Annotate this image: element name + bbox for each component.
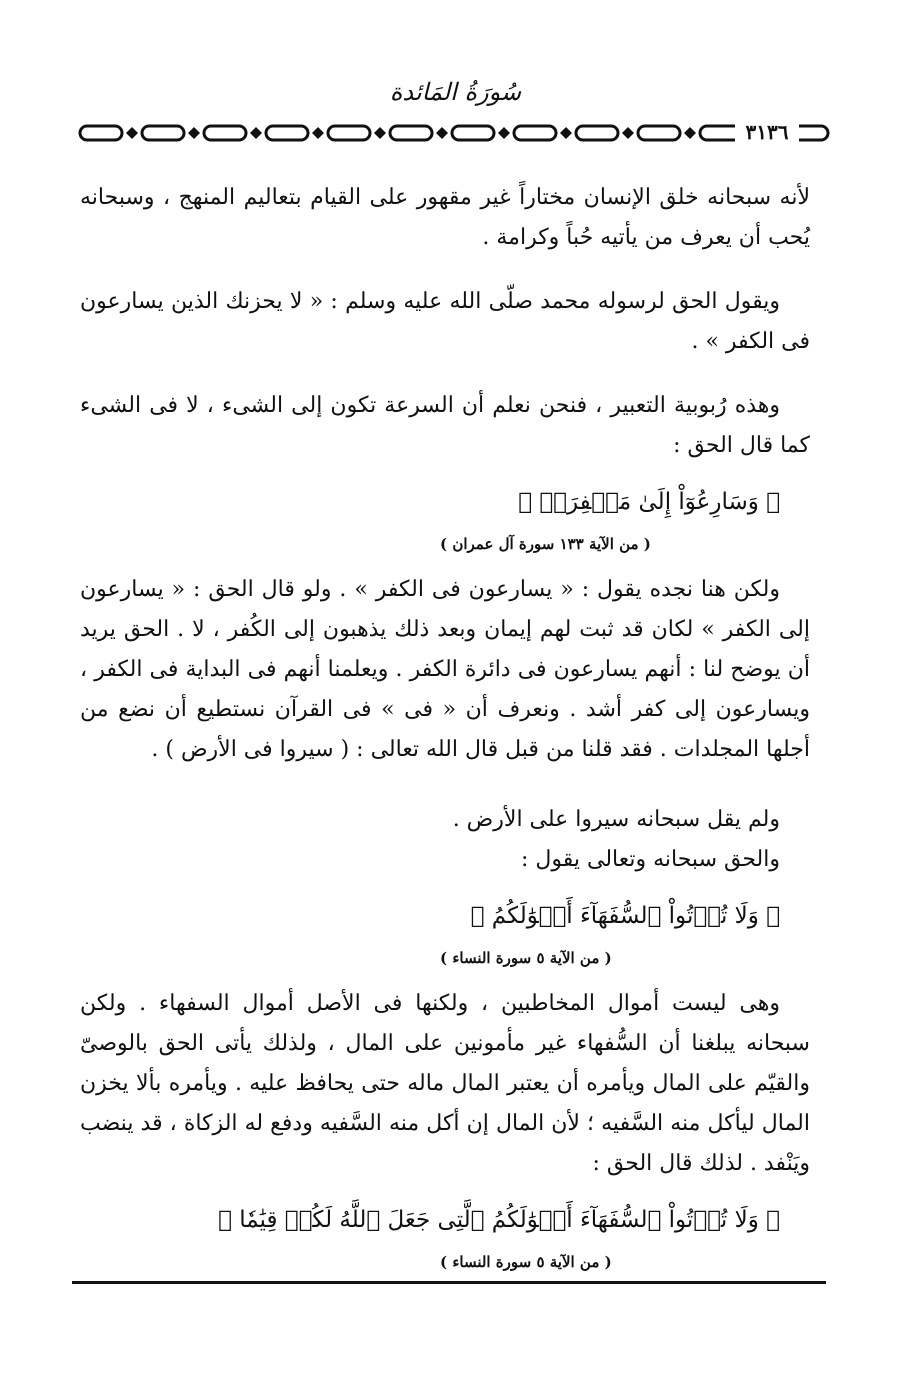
paragraph: وهذه رُبوبية التعبير ، فنحن نعلم أن السرعة تكون إلى الشىء ، لا فى الشىء كما قال الحق : <box>80 393 810 458</box>
verse-reference: ( من الآية ٥ سورة النساء ) <box>440 1253 612 1271</box>
quran-verse: ﴿ وَلَا تُؤۡتُواْ ٱلسُّفَهَآءَ أَمۡوَٰلَكُمُ ٱلَّتِى جَعَلَ ٱللَّهُ لَكُمۡ قِيَٰمٗا ﴾ <box>218 1207 780 1233</box>
paragraph: لأنه سبحانه خلق الإنسان مختاراً غير مقهور على القيام بتعاليم المنهج ، وسبحانه يُحب أن يعرف من يأتيه حُباً وكرامة . <box>80 185 810 250</box>
page-number: ٣١٣٦ <box>735 120 799 144</box>
paragraph: والحق سبحانه وتعالى يقول : <box>521 847 780 872</box>
paragraph: ولم يقل سبحانه سيروا على الأرض . <box>452 807 780 832</box>
footer-divider <box>72 1281 826 1284</box>
decorative-chain-border <box>78 118 830 148</box>
verse-reference: ( من الآية ٥ سورة النساء ) <box>440 949 612 967</box>
quran-verse: ﴿ وَلَا تُؤۡتُواْ ٱلسُّفَهَآءَ أَمۡوَٰلَكُمُ ﴾ <box>470 903 780 929</box>
verse-reference: ( من الآية ١٣٣ سورة آل عمران ) <box>440 535 651 553</box>
paragraph: وهى ليست أموال المخاطبين ، ولكنها فى الأصل أموال السفهاء . ولكن سبحانه يبلغنا أن السُّفهاء غير مأمونين على المال ، ولذلك يأتى الحق بالوصىّ والقيّم على المال ويأمره أن يعتبر المال ماله حتى يحافظ عليه . ويأمره بألا يخزن المال ليأكل منه السَّفيه ؛ لأن المال إن أكل منه السَّفيه ودفع له الزكاة ، قد ينضب ويَنْفد . لذلك قال الحق : <box>80 991 810 1176</box>
paragraph: ويقول الحق لرسوله محمد صلّى الله عليه وسلم : « لا يحزنك الذين يسارعون فى الكفر » . <box>80 289 810 354</box>
surah-title: سُورَةُ المَائدة <box>389 78 522 106</box>
paragraph: ولكن هنا نجده يقول : « يسارعون فى الكفر » . ولو قال الحق : « يسارعون إلى الكفر » لكان قد ثبت لهم إيمان وبعد ذلك يذهبون إلى الكُفر ، لا . الحق يريد أن يوضح لنا : أنهم يسارعون فى دائرة الكفر . ويعلمنا أنهم فى البداية فى الكفر ، ويسارعون إلى كفر أشد . ونعرف أن « فى » فى القرآن نستطيع أن نضع من أجلها المجلدات . فقد قلنا من قبل قال الله تعالى : ( سيروا فى الأرض ) . <box>80 577 810 762</box>
quran-verse: ﴿ وَسَارِعُوٓاْ إِلَىٰ مَغۡفِرَةٖ ﴾ <box>518 489 780 515</box>
page-body <box>80 178 810 1288</box>
